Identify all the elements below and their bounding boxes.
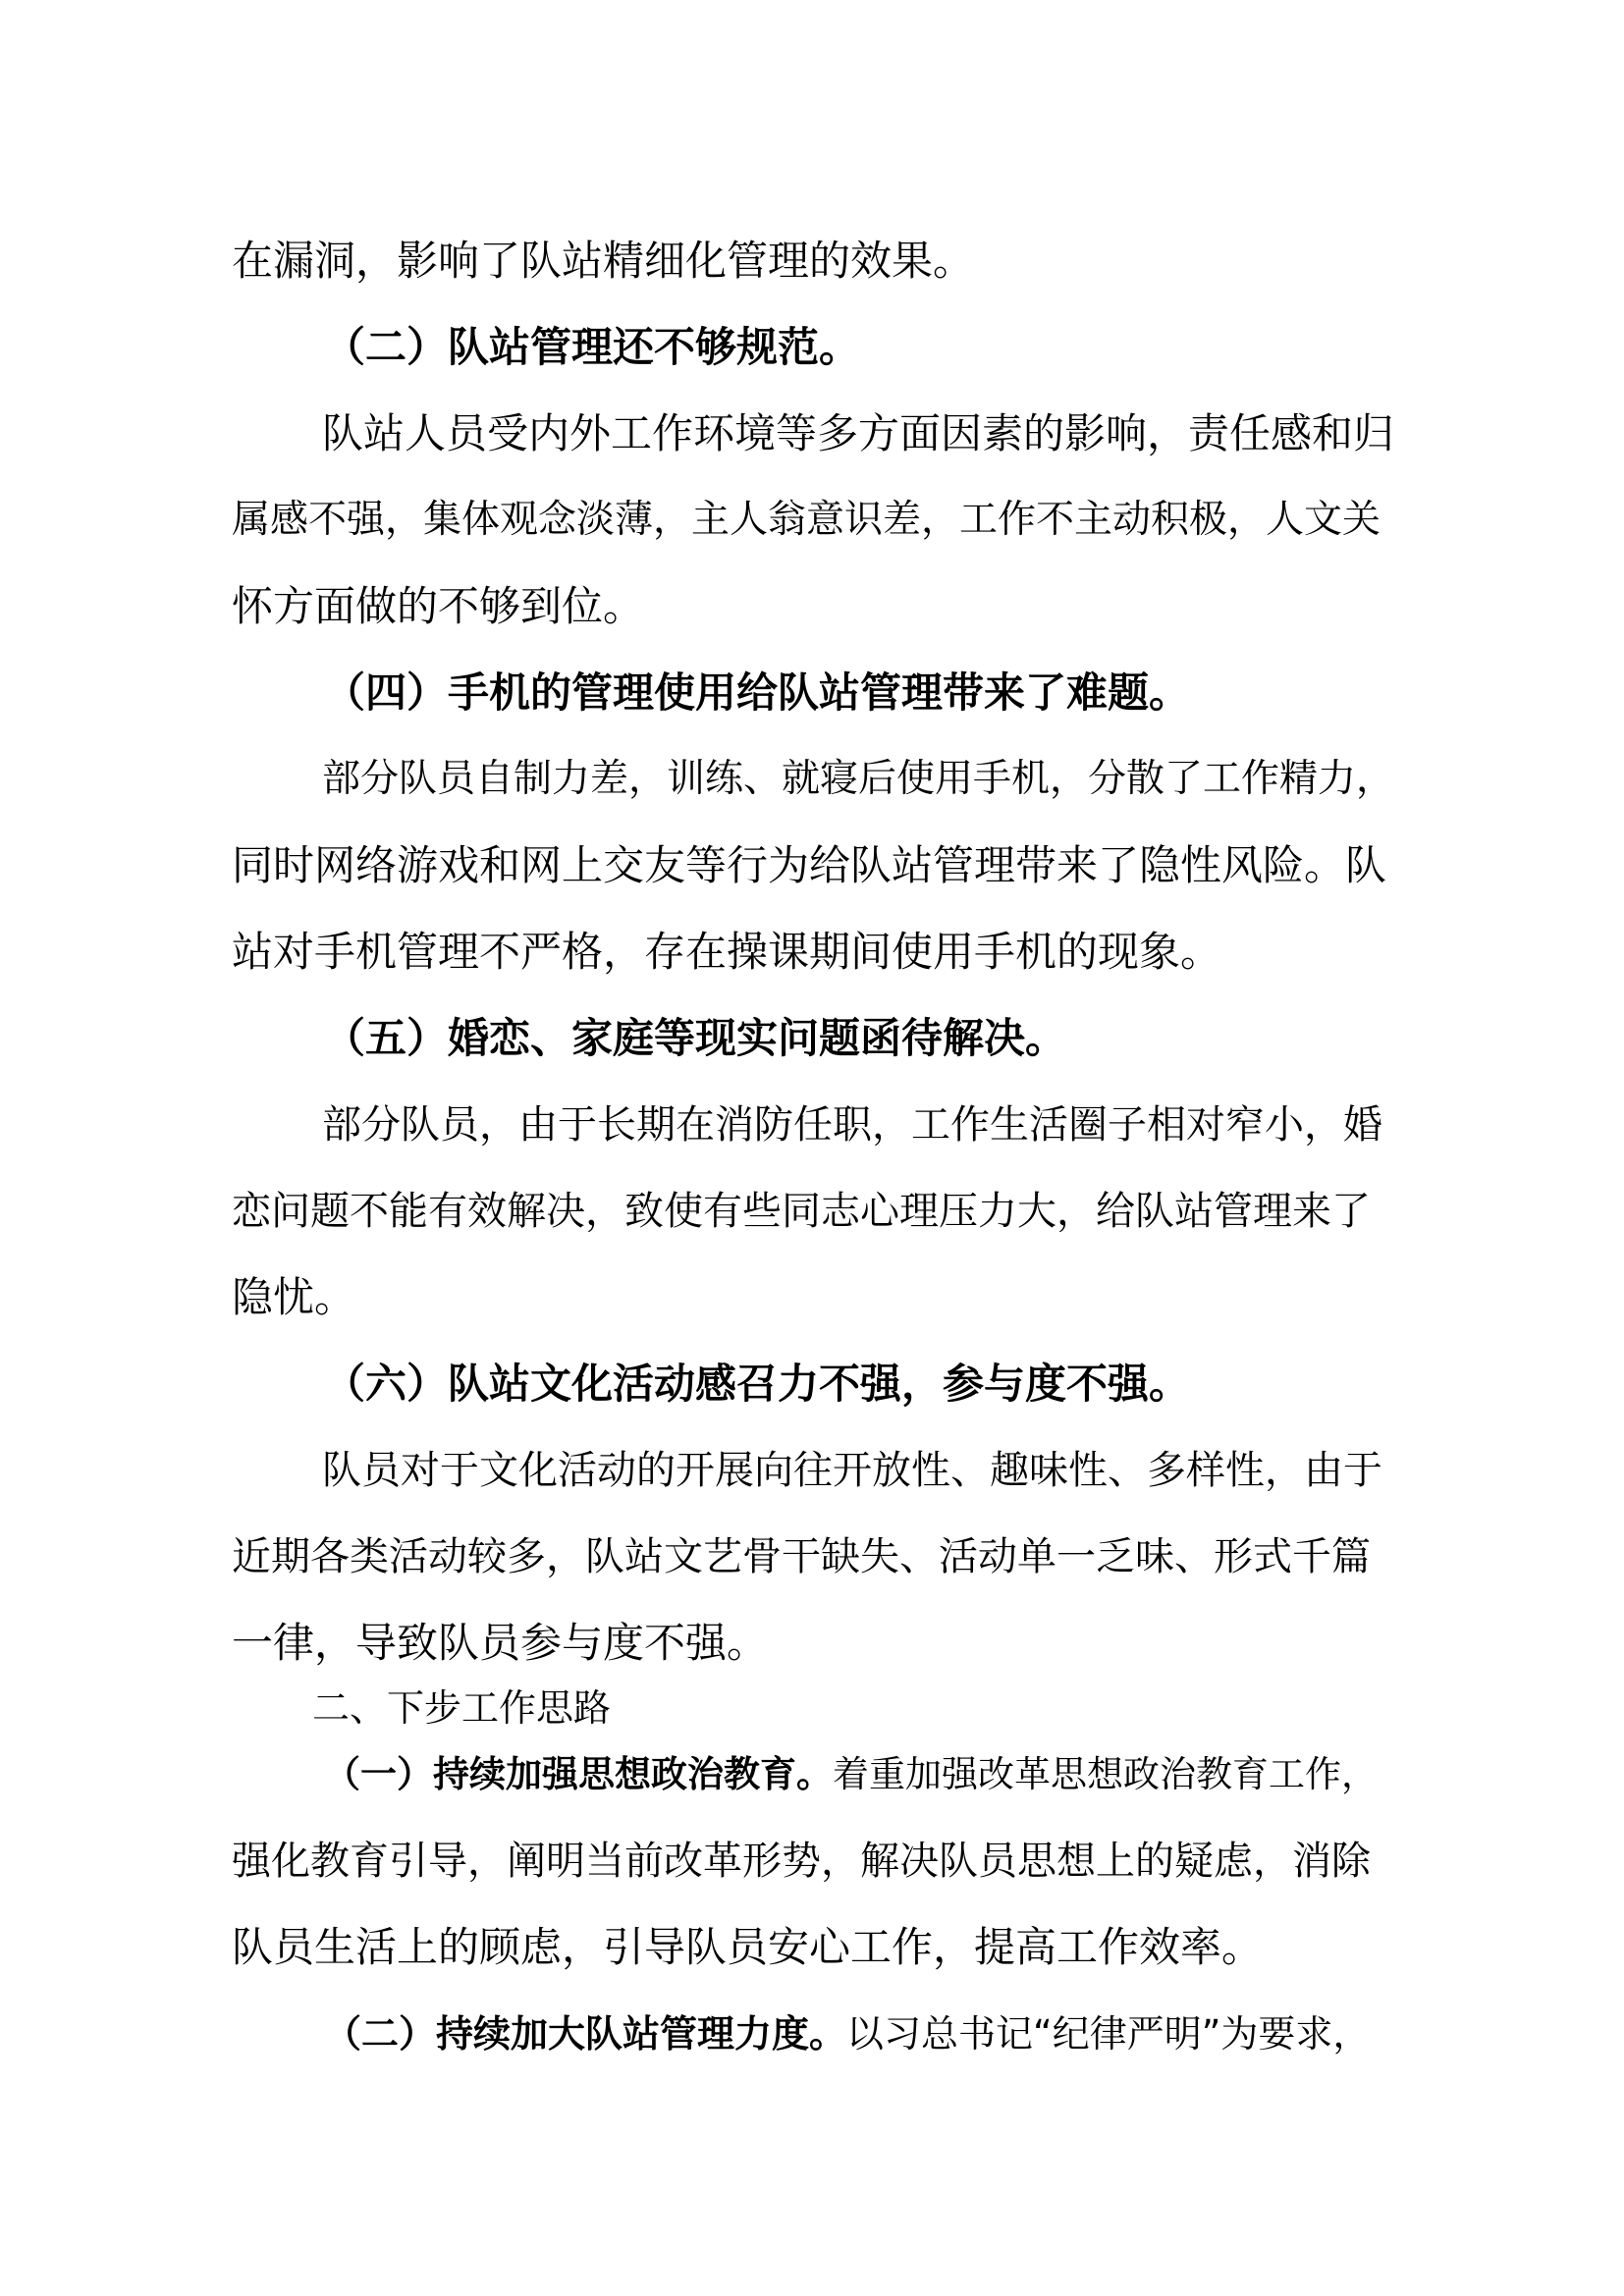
paragraph-line: 一律，导致队员参与度不强。 [232,1619,769,1667]
paragraph-line: 强化教育引导，阐明当前改革形势，解决队员思想上的疑虑，消除 [232,1839,1371,1884]
lead-text: 着重加强改革思想政治教育工作， [833,1753,1378,1795]
paragraph-line: 站对手机管理不严格，存在操课期间使用手机的现象。 [232,928,1222,976]
lead-heading: （一）持续加强思想政治教育。 [324,1753,833,1795]
paragraph-line: 怀方面做的不够到位。 [232,582,645,630]
lead-heading: （二）持续加大队站管理力度。 [324,2012,847,2056]
lead-text: 以习总书记“纪律严明”为要求， [846,2012,1371,2056]
section-heading: （二）队站管理还不够规范。 [324,323,861,371]
paragraph-line: 队员对于文化活动的开展向往开放性、趣味性、多样性，由于 [322,1448,1382,1493]
section-heading: （六）队站文化活动感召力不强，参与度不强。 [324,1360,1191,1408]
paragraph-line: 队员生活上的顾虑，引导队员安心工作，提高工作效率。 [232,1923,1264,1971]
paragraph-line: 同时网络游戏和网上交友等行为给队站管理带来了隐性风险。队 [232,841,1387,889]
paragraph-line [324,2006,1370,2061]
paragraph-line: 队站人员受内外工作环境等多方面因素的影响，责任感和归 [322,409,1395,457]
paragraph-line [324,1747,1378,1802]
paragraph-line: 部分队员，由于长期在消防任职，工作生活圈子相对窄小，婚 [322,1102,1382,1148]
paragraph-line: 隐忧。 [232,1273,356,1321]
section-heading: （四）手机的管理使用给队站管理带来了难题。 [324,668,1191,717]
paragraph-line: 近期各类活动较多，队站文艺骨干缺失、活动单一乏味、形式千篇 [232,1534,1371,1579]
paragraph-line: 恋问题不能有效解决，致使有些同志心理压力大，给队站管理来了 [232,1189,1371,1234]
paragraph-line: 属感不强，集体观念淡薄，主人翁意识差，工作不主动积极，人文关 [232,498,1381,542]
chapter-heading: 二、下步工作思路 [312,1686,612,1730]
paragraph-line: 部分队员自制力差，训练、就寝后使用手机，分散了工作精力， [322,757,1395,801]
paragraph-line: 在漏洞，影响了队站精细化管理的效果。 [232,237,975,285]
section-heading: （五）婚恋、家庭等现实问题函待解决。 [324,1014,1067,1062]
